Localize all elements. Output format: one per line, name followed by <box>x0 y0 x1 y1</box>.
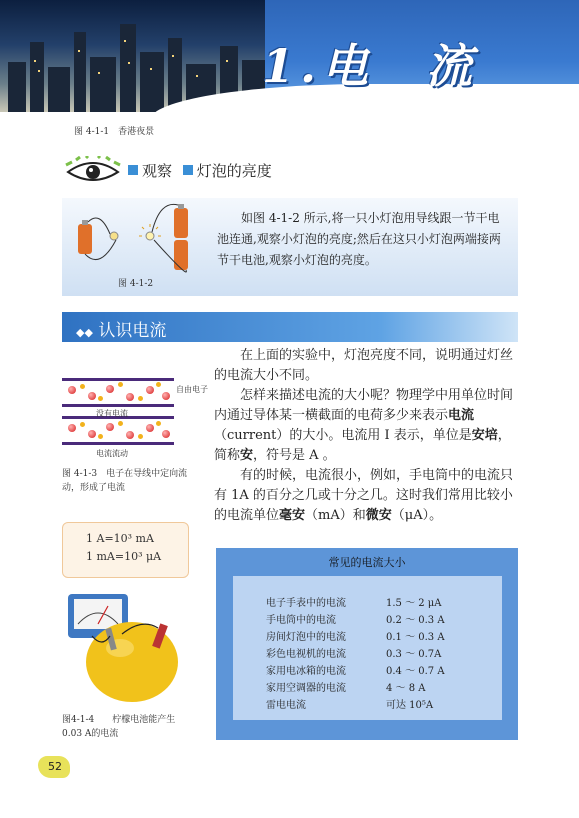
chapter-title: 1.电 流 <box>262 39 479 93</box>
observe-label: 观察 <box>142 162 173 180</box>
table-row-name: 彩色电视机的电流 <box>266 649 346 660</box>
table-row-value: 0.1 ～ 0.3 A <box>386 632 445 643</box>
paragraph-3: 有的时候，电流很小，例如，手电筒中的电流只有 1A 的百分之几或十分之几。这时我们常用比较小的电流单位毫安（mA）和微安（μA）。 <box>214 468 514 523</box>
conductor-line <box>62 404 174 407</box>
figure-caption-4-1-3-line2: 动，形成了电流 <box>62 483 126 493</box>
table-row-name: 手电筒中的电流 <box>266 615 336 626</box>
conductor-line <box>62 378 174 381</box>
lemon-battery-figure <box>62 588 194 708</box>
battery-bulb-figure <box>70 200 210 280</box>
observe-topic: 灯泡的亮度 <box>196 162 272 180</box>
bullet-square-icon <box>183 165 193 175</box>
table-row-name: 家用空调器的电流 <box>266 683 346 694</box>
table-row-value: 1.5 ～ 2 μA <box>386 598 442 609</box>
figure-caption-4-1-4-line1: 图4-1-4 柠檬电池能产生 <box>62 715 176 725</box>
table-row-name: 电子手表中的电流 <box>266 598 346 609</box>
conductor-line <box>62 442 174 445</box>
figure-caption-4-1-2: 图 4-1-2 <box>118 279 154 289</box>
figure-caption-4-1-3-line1: 图 4-1-3 电子在导线中定向流 <box>62 469 188 479</box>
current-table-title: 常见的电流大小 <box>328 556 406 569</box>
term-milliamp: 毫安 <box>279 508 306 523</box>
diamond-icon: ◆◆ <box>76 326 93 339</box>
observe-text: 如图 4-1-2 所示,将一只小灯泡用导线跟一节干电池连通,观察小灯泡的亮度;然后在这只小灯泡两端接两节干电池,观察小灯泡的亮度。 <box>217 211 501 267</box>
term-amp: 安 <box>240 448 254 463</box>
main-body-text <box>214 346 518 526</box>
label-free-electron: 自由电子 <box>176 385 208 394</box>
table-row-value: 0.2 ～ 0.3 A <box>386 615 445 626</box>
table-row-name: 房间灯泡中的电流 <box>266 632 346 643</box>
bullet-square-icon <box>128 165 138 175</box>
page-number: 52 <box>48 760 62 773</box>
term-current: 电流 <box>448 408 475 423</box>
unit-line-2: 1 mA=10³ μA <box>86 550 162 563</box>
figure-caption-4-1-4-line2: 0.03 A的电流 <box>62 729 119 739</box>
table-row-value: 可达 10⁵A <box>386 700 434 711</box>
table-row-value: 4 ～ 8 A <box>386 683 426 694</box>
photo-caption: 图 4-1-1 香港夜景 <box>74 127 155 137</box>
table-row-name: 雷电电流 <box>266 700 306 711</box>
label-current-flow: 电流流动 <box>96 449 128 458</box>
observe-heading <box>128 160 272 181</box>
unit-line-1: 1 A=10³ mA <box>86 532 154 545</box>
paragraph-2: 怎样来描述电流的大小呢？物理学中用单位时间内通过导体某一横截面的电荷多少来表示电流（current）的大小。电流用 I 表示，单位是安培，简称安，符号是 A 。 <box>214 388 514 463</box>
section-title: ◆◆ 认识电流 <box>76 321 167 341</box>
table-row-value: 0.3 ～ 0.7A <box>386 649 442 660</box>
label-no-current: 没有电流 <box>96 409 128 418</box>
table-row-name: 家用电冰箱的电流 <box>266 666 346 677</box>
term-microamp: 微安 <box>365 508 392 523</box>
table-row-value: 0.4 ～ 0.7 A <box>386 666 445 677</box>
paragraph-1: 在上面的实验中，灯泡亮度不同，说明通过灯丝的电流大小不同。 <box>214 348 514 383</box>
term-ampere: 安培 <box>471 428 498 443</box>
eye-icon <box>62 156 124 186</box>
